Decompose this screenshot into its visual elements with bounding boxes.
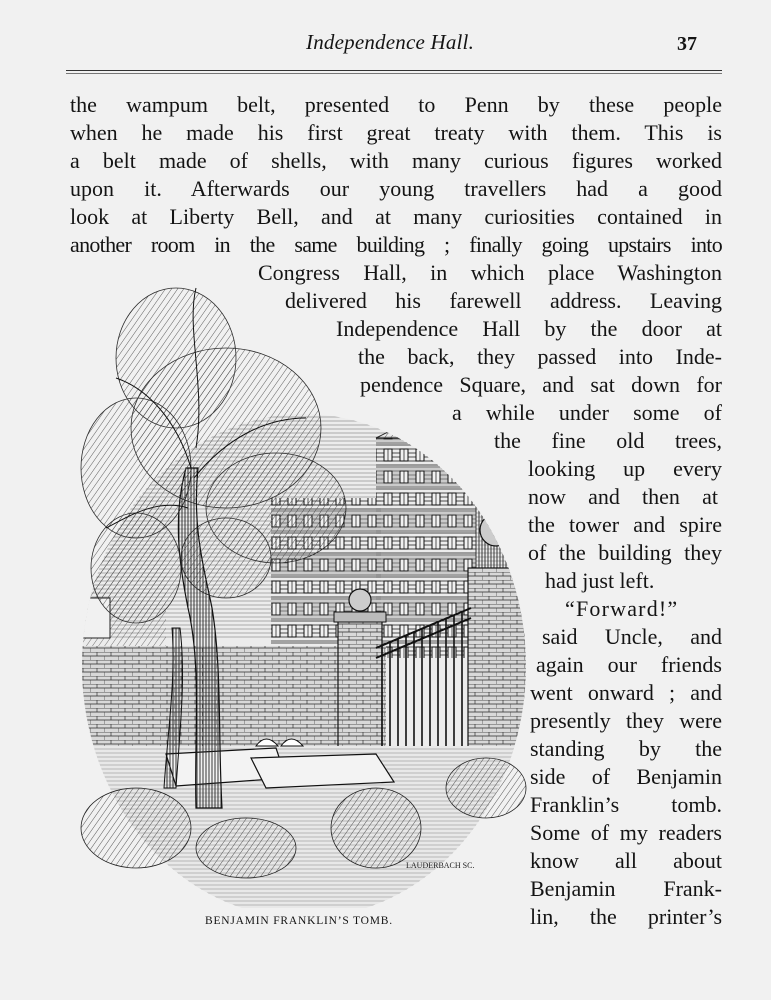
body-line: presently they were — [530, 708, 722, 733]
body-line: the wampum belt, presented to Penn by these people — [70, 92, 722, 117]
body-line: the fine old trees, — [494, 428, 722, 453]
body-line: “Forward!” — [565, 596, 679, 621]
body-line: know all about — [530, 848, 722, 873]
body-line: Benjamin Frank- — [530, 876, 722, 901]
body-line: of the building they — [528, 540, 722, 565]
body-line: Some of my readers — [530, 820, 722, 845]
franklin-tomb-engraving — [76, 268, 532, 908]
body-line: a belt made of shells, with many curious figures worked — [70, 148, 722, 173]
header-rule — [66, 70, 722, 71]
body-line: a while under some of — [452, 400, 722, 425]
engraver-signature: LAUDERBACH SC. — [406, 861, 475, 870]
body-line: standing by the — [530, 736, 722, 761]
illustration-caption: BENJAMIN FRANKLIN’S TOMB. — [205, 915, 393, 927]
body-line: Congress Hall, in which place Washington — [258, 260, 722, 285]
body-line: upon it. Afterwards our young travellers had a good — [70, 176, 722, 201]
body-line: the tower and spire — [528, 512, 722, 537]
header-rule-secondary — [66, 73, 722, 74]
body-line: Franklin’s tomb. — [530, 792, 722, 817]
body-line: pendence Square, and sat down for — [360, 372, 722, 397]
page-number: 37 — [677, 33, 697, 55]
body-line: side of Benjamin — [530, 764, 722, 789]
body-line: delivered his farewell address. Leaving — [285, 288, 722, 313]
body-line: again our friends — [536, 652, 722, 677]
body-line: Independence Hall by the door at — [336, 316, 722, 341]
body-line: another room in the same building ; finally going upstairs into — [70, 232, 722, 257]
body-line: look at Liberty Bell, and at many curiosities contained in — [70, 204, 722, 229]
body-line: had just left. — [545, 568, 655, 593]
body-line: now and then at — [528, 484, 718, 509]
running-title: Independence Hall. — [306, 30, 475, 54]
body-line: lin, the printer’s — [530, 904, 722, 929]
body-line: the back, they passed into Inde- — [358, 344, 722, 369]
body-line: when he made his first great treaty with them. This is — [70, 120, 722, 145]
body-line: said Uncle, and — [542, 624, 722, 649]
body-line: looking up every — [528, 456, 722, 481]
body-line: went onward ; and — [530, 680, 722, 705]
